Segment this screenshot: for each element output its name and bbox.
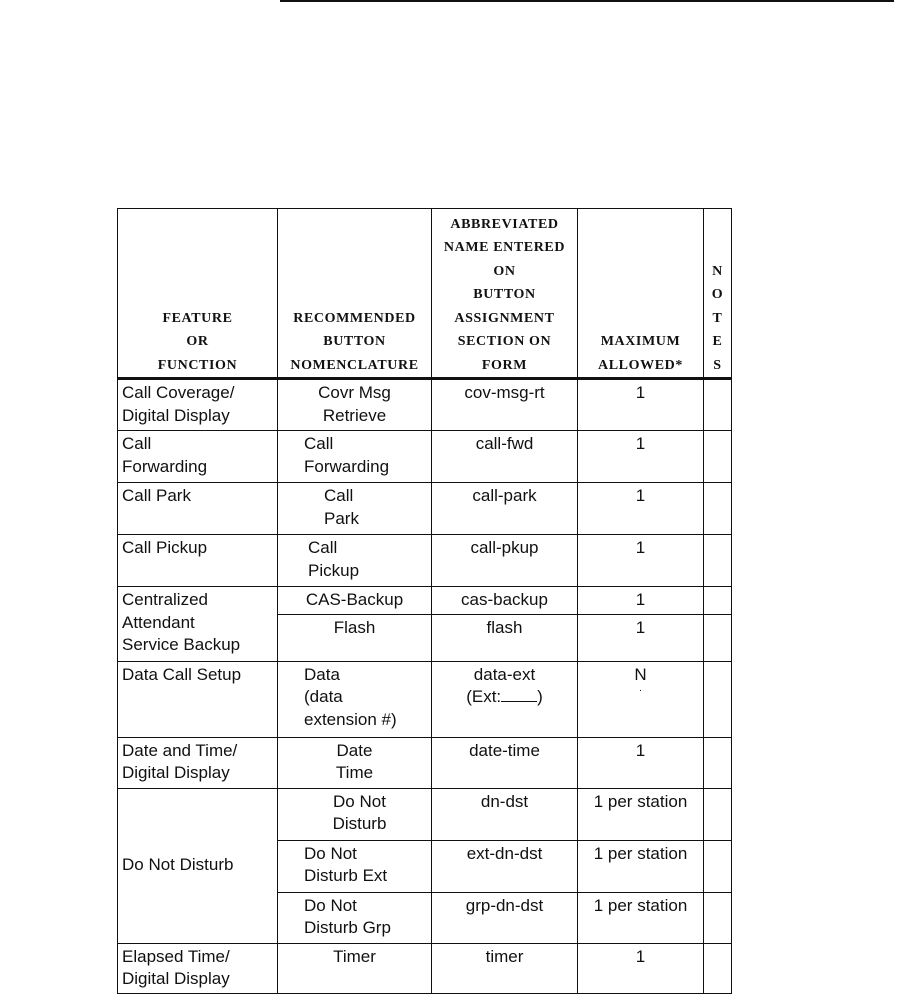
abbrev-cell: flash [432, 614, 578, 661]
table-row [118, 661, 732, 737]
button-cell: CAS-Backup [278, 587, 432, 615]
max-cell: 1 per station [578, 892, 704, 943]
abbrev-cell: cov-msg-rt [432, 379, 578, 431]
button-cell: Data (data extension #) [278, 661, 432, 737]
notes-cell [704, 379, 732, 431]
button-cell: Do Not Disturb [278, 788, 432, 840]
abbrev-cell: call-fwd [432, 431, 578, 483]
table-row [118, 737, 732, 788]
max-cell: 1 per station [578, 788, 704, 840]
abbrev-cell: timer [432, 943, 578, 993]
notes-cell [704, 892, 732, 943]
table-row [118, 379, 732, 431]
max-cell: 1 [578, 943, 704, 993]
button-cell: Call Pickup [278, 535, 432, 587]
feature-cell: Call Pickup [118, 535, 278, 587]
header-maximum-allowed: MAXIMUM ALLOWED* [578, 209, 704, 379]
button-cell: Do Not Disturb Ext [278, 840, 432, 892]
button-cell: Call Forwarding [278, 431, 432, 483]
notes-cell [704, 737, 732, 788]
notes-cell [704, 788, 732, 840]
button-assignment-table [117, 208, 732, 994]
button-cell: Flash [278, 614, 432, 661]
button-cell: Do Not Disturb Grp [278, 892, 432, 943]
table-row [118, 788, 732, 840]
table-row [118, 943, 732, 993]
feature-cell: Call Forwarding [118, 431, 278, 483]
header-feature: FEATURE OR FUNCTION [118, 209, 278, 379]
max-cell: 1 [578, 737, 704, 788]
feature-cell: Do Not Disturb [118, 788, 278, 943]
notes-cell [704, 483, 732, 535]
max-cell: 1 [578, 483, 704, 535]
abbrev-cell: ext-dn-dst [432, 840, 578, 892]
max-cell: N · [578, 661, 704, 737]
notes-cell [704, 840, 732, 892]
max-cell: 1 [578, 379, 704, 431]
feature-cell: Data Call Setup [118, 661, 278, 737]
feature-cell: Elapsed Time/ Digital Display [118, 943, 278, 993]
header-button-nomenclature: RECOMMENDED BUTTON NOMENCLATURE [278, 209, 432, 379]
abbrev-cell: cas-backup [432, 587, 578, 615]
feature-cell: Date and Time/ Digital Display [118, 737, 278, 788]
abbrev-cell: call-pkup [432, 535, 578, 587]
max-cell: 1 per station [578, 840, 704, 892]
header-notes: N O T E S [704, 209, 732, 379]
top-rule [280, 0, 894, 2]
max-cell: 1 [578, 587, 704, 615]
feature-cell: Call Park [118, 483, 278, 535]
notes-cell [704, 943, 732, 993]
table-row [118, 483, 732, 535]
max-cell: 1 [578, 431, 704, 483]
header-row [118, 209, 732, 379]
notes-cell [704, 587, 732, 615]
header-abbreviated-name: ABBREVIATED NAME ENTERED ON BUTTON ASSIGNMENT SECTION ON FORM [432, 209, 578, 379]
abbrev-cell: data-ext (Ext: ) [432, 661, 578, 737]
button-cell: Covr Msg Retrieve [278, 379, 432, 431]
feature-cell: Call Coverage/ Digital Display [118, 379, 278, 431]
table-row [118, 431, 732, 483]
notes-cell [704, 661, 732, 737]
button-cell: Call Park [278, 483, 432, 535]
table-row [118, 587, 732, 615]
notes-cell [704, 614, 732, 661]
abbrev-cell: dn-dst [432, 788, 578, 840]
abbrev-cell: call-park [432, 483, 578, 535]
notes-cell [704, 431, 732, 483]
abbrev-cell: grp-dn-dst [432, 892, 578, 943]
button-cell: Timer [278, 943, 432, 993]
feature-cell: Centralized Attendant Service Backup [118, 587, 278, 662]
max-cell: 1 [578, 535, 704, 587]
abbrev-cell: date-time [432, 737, 578, 788]
button-cell: Date Time [278, 737, 432, 788]
extension-blank [501, 687, 537, 702]
table-row [118, 535, 732, 587]
max-cell: 1 [578, 614, 704, 661]
notes-cell [704, 535, 732, 587]
